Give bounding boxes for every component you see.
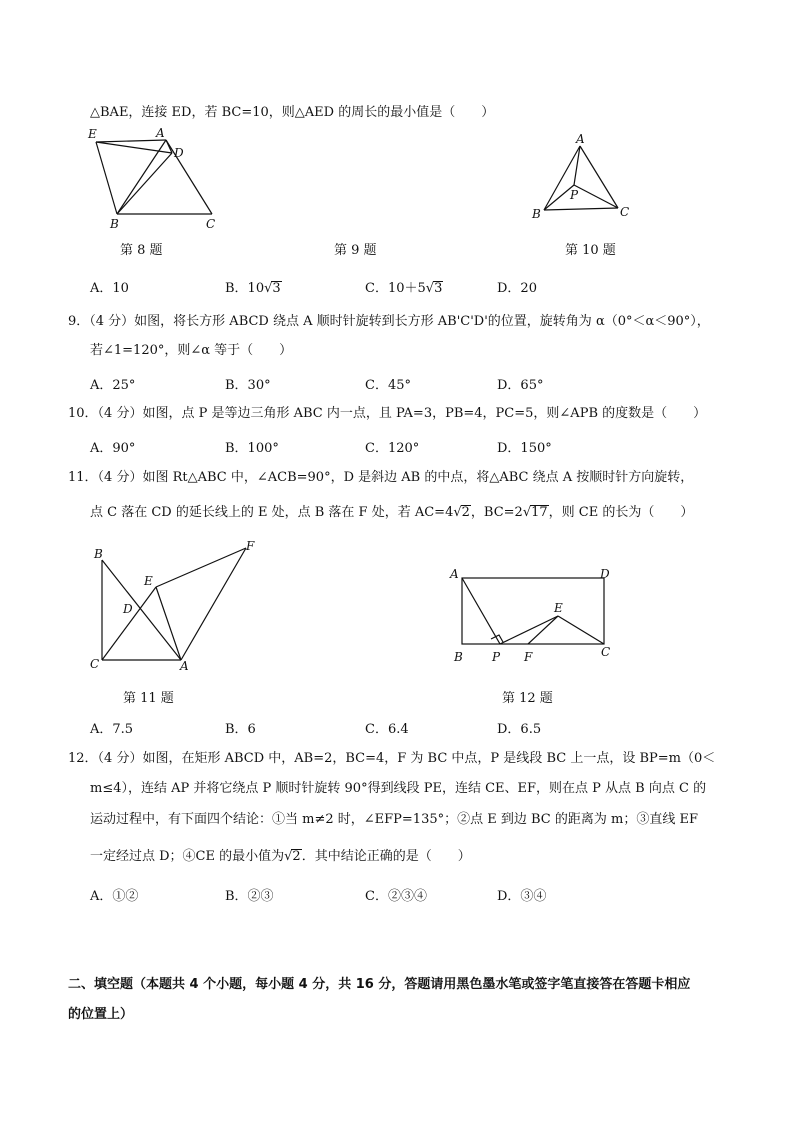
fig10-label-b: B: [532, 207, 541, 221]
caption-fig12: 第 12 题: [502, 691, 553, 706]
q10-option-a[interactable]: A．90°: [90, 441, 136, 456]
q12-line4: 一定经过点 D；④CE 的最小值为√2．其中结论正确的是（ ）: [90, 849, 471, 864]
q10-option-b[interactable]: B．100°: [225, 441, 279, 456]
q9-option-b[interactable]: B．30°: [225, 378, 271, 393]
fig11-label-d: D: [123, 602, 133, 616]
fig8-label-c: C: [206, 217, 216, 231]
section2-heading-line1: 二、填空题（本题共 4 个小题，每小题 4 分，共 16 分，答题请用黑色墨水笔或签字笔直接答在答题卡相应: [68, 977, 691, 992]
q12-line3: 运动过程中，有下面四个结论：①当 m≠2 时，∠EFP=135°；②点 E 到边 BC 的距离为 m；③直线 EF: [90, 812, 698, 827]
caption-fig8: 第 8 题: [120, 243, 163, 258]
fig11-label-a: A: [180, 659, 189, 672]
q8-option-d[interactable]: D．20: [497, 281, 537, 296]
fig12-label-c: C: [601, 645, 611, 659]
q12-line1: 12．（4 分）如图，在矩形 ABCD 中，AB=2，BC=4，F 为 BC 中点，P 是线段 BC 上一点，设 BP=m（0＜: [68, 751, 716, 766]
q8-option-a[interactable]: A．10: [90, 281, 129, 296]
q12-option-d[interactable]: D．③④: [497, 889, 547, 904]
q9-option-d[interactable]: D．65°: [497, 378, 544, 393]
fig10-label-c: C: [620, 205, 630, 219]
q11-line2: 点 C 落在 CD 的延长线上的 E 处，点 B 落在 F 处，若 AC=4√2，BC=2√17，则 CE 的长为（ ）: [90, 505, 694, 520]
fig12-label-f: F: [524, 650, 533, 664]
caption-fig9: 第 9 题: [334, 243, 377, 258]
fig10-label-p: P: [570, 188, 579, 202]
q10-line1: 10．（4 分）如图，点 P 是等边三角形 ABC 内一点，且 PA=3，PB=4，PC=5，则∠APB 的度数是（ ）: [68, 406, 707, 421]
q9-option-c[interactable]: C．45°: [365, 378, 411, 393]
fig10-label-a: A: [576, 132, 585, 146]
fig12-label-d: D: [600, 567, 610, 581]
q12-line2: m≤4），连结 AP 并将它绕点 P 顺时针旋转 90°得到线段 PE，连结 CE、EF，则在点 P 从点 B 向点 C 的: [90, 781, 707, 796]
q8-option-c-radicand: 3: [434, 281, 443, 296]
figure-12: [448, 562, 620, 668]
q11-option-a[interactable]: A．7.5: [90, 722, 134, 737]
q9-option-a[interactable]: A．25°: [90, 378, 136, 393]
fig11-label-c: C: [90, 657, 100, 671]
figure-11: [86, 540, 266, 672]
caption-fig11: 第 11 题: [123, 691, 174, 706]
fig11-label-f: F: [246, 540, 255, 553]
q10-option-d[interactable]: D．150°: [497, 441, 552, 456]
q9-line2: 若∠1=120°，则∠α 等于（ ）: [90, 343, 293, 358]
q8-option-b-prefix: B．10: [225, 281, 265, 296]
section2-heading-line2: 的位置上）: [68, 1007, 134, 1022]
fig8-label-d: D: [174, 146, 184, 160]
q8-option-b[interactable]: B．10√3: [225, 281, 281, 296]
q10-option-c[interactable]: C．120°: [365, 441, 420, 456]
q12-option-a[interactable]: A．①②: [90, 889, 139, 904]
q11-line1: 11．（4 分）如图 Rt△ABC 中，∠ACB=90°，D 是斜边 AB 的中点，将△ABC 绕点 A 按顺时针方向旋转，: [68, 470, 694, 485]
fig8-label-b: B: [110, 217, 119, 231]
fig12-label-e: E: [554, 601, 563, 615]
q8-option-b-radicand: 3: [272, 281, 281, 296]
q8-tail-text: △BAE，连接 ED，若 BC=10，则△AED 的周长的最小值是（ ）: [90, 105, 495, 120]
fig12-label-p: P: [492, 650, 501, 664]
q8-option-c[interactable]: C．10＋5√3: [365, 281, 443, 296]
q12-option-b[interactable]: B．②③: [225, 889, 274, 904]
fig12-label-a: A: [450, 567, 459, 581]
figure-10: [528, 132, 638, 227]
figure-8: [84, 124, 224, 234]
q11-option-d[interactable]: D．6.5: [497, 722, 542, 737]
q11-option-b[interactable]: B．6: [225, 722, 256, 737]
fig11-label-e: E: [144, 574, 153, 588]
q9-line1: 9．（4 分）如图，将长方形 ABCD 绕点 A 顺时针旋转到长方形 AB'C'D'的位置，旋转角为 α（0°＜α＜90°），: [68, 314, 710, 329]
fig11-label-b: B: [94, 547, 103, 561]
q12-option-c[interactable]: C．②③④: [365, 889, 427, 904]
fig8-label-e: E: [88, 127, 97, 141]
q8-option-c-prefix: C．10＋5: [365, 281, 426, 296]
q11-option-c[interactable]: C．6.4: [365, 722, 409, 737]
fig12-label-b: B: [454, 650, 463, 664]
caption-fig10: 第 10 题: [565, 243, 616, 258]
fig8-label-a: A: [156, 126, 165, 140]
